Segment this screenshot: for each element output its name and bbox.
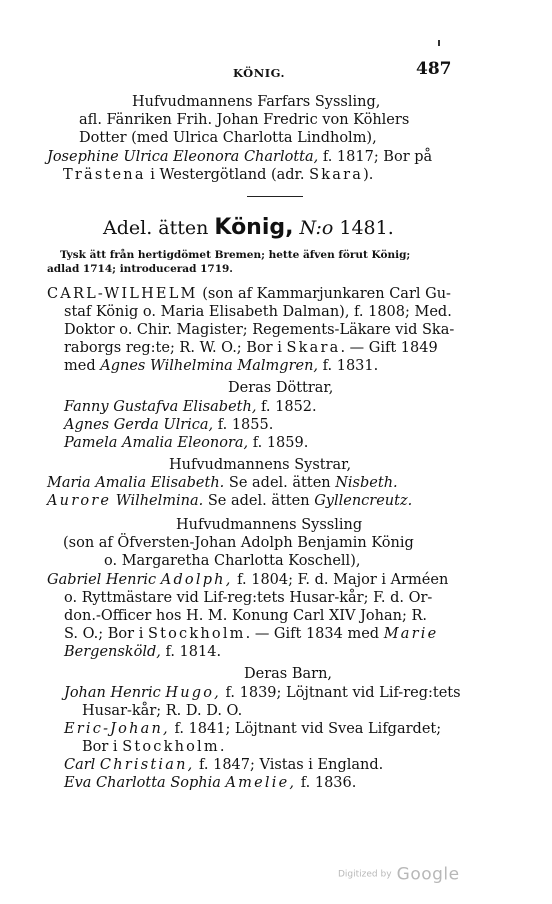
cousin-line3: o. Margaretha Charlotta Koschell), bbox=[104, 553, 361, 569]
person-name: Eric-Johan, bbox=[64, 721, 170, 737]
person-name: Agnes Gerda Ulrica, bbox=[64, 417, 214, 433]
sister-item bbox=[47, 492, 412, 510]
place-name: Trästena bbox=[63, 167, 146, 183]
cousin-line2: (son af Öfversten-Johan Adolph Benjamin König bbox=[63, 535, 414, 551]
block1-line1: Hufvudmannens Farfars Syssling, bbox=[132, 94, 381, 110]
title-number: 1481. bbox=[333, 217, 394, 239]
person-name: Wilhelmina. bbox=[111, 493, 204, 509]
text: f. 1839; Löjtnant vid Lif-reg:tets bbox=[220, 685, 461, 701]
block1-line3: Dotter (med Ulrica Charlotta Lindholm), bbox=[79, 130, 377, 146]
text: i Westergötland (adr. bbox=[145, 167, 310, 183]
birth-year: f. 1852. bbox=[256, 399, 317, 415]
family-title bbox=[103, 216, 394, 240]
text: raborgs reg:te; R. W. O.; Bor i bbox=[64, 340, 287, 356]
text: f. 1841; Löjtnant vid Svea Lifgardet; bbox=[169, 721, 442, 737]
block1-line2: afl. Fänriken Frih. Johan Fredric von Köhlers bbox=[79, 112, 410, 128]
family-ref: Gyllencreutz. bbox=[314, 493, 413, 509]
cousin-line7 bbox=[64, 625, 438, 643]
person-name: Bergensköld, bbox=[64, 644, 161, 660]
text: ). bbox=[363, 167, 374, 183]
person-name: Carl bbox=[64, 757, 100, 773]
child-item-cont: Husar-kår; R. D. D. O. bbox=[82, 703, 243, 719]
sisters-heading: Hufvudmannens Systrar, bbox=[169, 457, 352, 473]
text: f. 1847; Vistas i England. bbox=[194, 757, 384, 773]
text: (son af Kammarjunkaren Carl Gu- bbox=[197, 286, 451, 302]
daughter-item bbox=[64, 416, 273, 434]
origin-line2: adlad 1714; introducerad 1719. bbox=[47, 263, 233, 275]
text: f. 1836. bbox=[296, 775, 357, 791]
block1-line5 bbox=[63, 166, 373, 184]
print-mark bbox=[438, 40, 440, 46]
page-number: 487 bbox=[416, 59, 452, 79]
origin-line1: Tysk ätt från hertigdömet Bremen; hette äfven förut König; bbox=[60, 249, 411, 261]
cousin-heading: Hufvudmannens Syssling bbox=[176, 517, 363, 533]
place-name: Stockholm bbox=[147, 626, 246, 642]
family-ref: Nisbeth. bbox=[335, 475, 398, 491]
carl-line2: staf König o. Maria Elisabeth Dalman), f. 1808; Med. bbox=[64, 304, 452, 320]
cousin-line5: o. Ryttmästare vid Lif-reg:tets Husar-kår; F. d. Or- bbox=[64, 590, 433, 606]
child-item bbox=[64, 756, 383, 774]
cousin-line4 bbox=[47, 571, 448, 589]
person-name: Christian, bbox=[99, 757, 195, 773]
children-heading: Deras Barn, bbox=[244, 666, 333, 682]
text: Se adel. ätten bbox=[224, 475, 336, 491]
text: . — Gift 1849 bbox=[340, 340, 438, 356]
cousin-line8 bbox=[64, 643, 221, 661]
carl-line5 bbox=[64, 357, 378, 375]
sister-item bbox=[47, 474, 398, 492]
person-name: Marie bbox=[383, 626, 439, 642]
person-name: Eva Charlotta Sophia bbox=[64, 775, 226, 791]
person-name: Gabriel Henric bbox=[47, 572, 161, 588]
child-item bbox=[64, 774, 356, 792]
carl-line3: Doktor o. Chir. Magister; Regements-Läkare vid Ska- bbox=[64, 322, 455, 338]
daughter-item bbox=[64, 398, 317, 416]
person-name: Agnes Wilhelmina Malmgren, bbox=[100, 358, 319, 374]
divider bbox=[247, 196, 303, 197]
text: f. 1831. bbox=[318, 358, 379, 374]
carl-line1 bbox=[47, 285, 451, 303]
text: med bbox=[64, 358, 101, 374]
person-name: Maria Amalia Elisabeth. bbox=[47, 475, 225, 491]
text: S. O.; Bor i bbox=[64, 626, 148, 642]
birth-year: f. 1859. bbox=[248, 435, 309, 451]
digitized-watermark bbox=[338, 864, 460, 885]
person-name: Adolph, bbox=[160, 572, 233, 588]
title-no: N:o bbox=[293, 217, 334, 239]
carl-line4 bbox=[64, 339, 438, 357]
title-prefix: Adel. ätten bbox=[103, 217, 215, 239]
daughters-heading: Deras Döttrar, bbox=[228, 380, 334, 396]
cousin-line6: don.-Officer hos H. M. Konung Carl XIV Johan; R. bbox=[64, 608, 427, 624]
child-item bbox=[64, 720, 441, 738]
person-name: Fanny Gustafva Elisabeth, bbox=[64, 399, 257, 415]
running-title: KÖNIG. bbox=[233, 66, 286, 80]
place-name: Skara bbox=[309, 167, 364, 183]
google-logo: Google bbox=[396, 864, 460, 885]
text: f. 1804; F. d. Major i Arméen bbox=[232, 572, 449, 588]
child-item bbox=[64, 684, 461, 702]
text: . — Gift 1834 med bbox=[245, 626, 384, 642]
watermark-prefix: Digitized by bbox=[338, 869, 392, 880]
place-name: Skara bbox=[286, 340, 341, 356]
person-name: Pamela Amalia Eleonora, bbox=[64, 435, 249, 451]
person-name: Johan Henric bbox=[64, 685, 166, 701]
person-name: Josephine Ulrica Eleonora Charlotta, bbox=[47, 149, 319, 165]
person-name: Amelie, bbox=[225, 775, 297, 791]
text: Bor i bbox=[82, 739, 123, 755]
text: Se adel. ätten bbox=[203, 493, 315, 509]
daughter-item bbox=[64, 434, 308, 452]
place-name: Stockholm bbox=[122, 739, 220, 755]
birth-year: f. 1855. bbox=[213, 417, 274, 433]
text: . bbox=[219, 739, 225, 755]
person-name: Aurore bbox=[47, 493, 112, 509]
text: f. 1814. bbox=[160, 644, 222, 660]
family-name: König, bbox=[214, 215, 294, 240]
block1-line4 bbox=[47, 148, 432, 166]
person-name: Hugo, bbox=[165, 685, 221, 701]
head-name: CARL-WILHELM bbox=[47, 286, 198, 302]
child-item-cont bbox=[82, 738, 224, 756]
text: f. 1817; Bor på bbox=[318, 149, 433, 165]
